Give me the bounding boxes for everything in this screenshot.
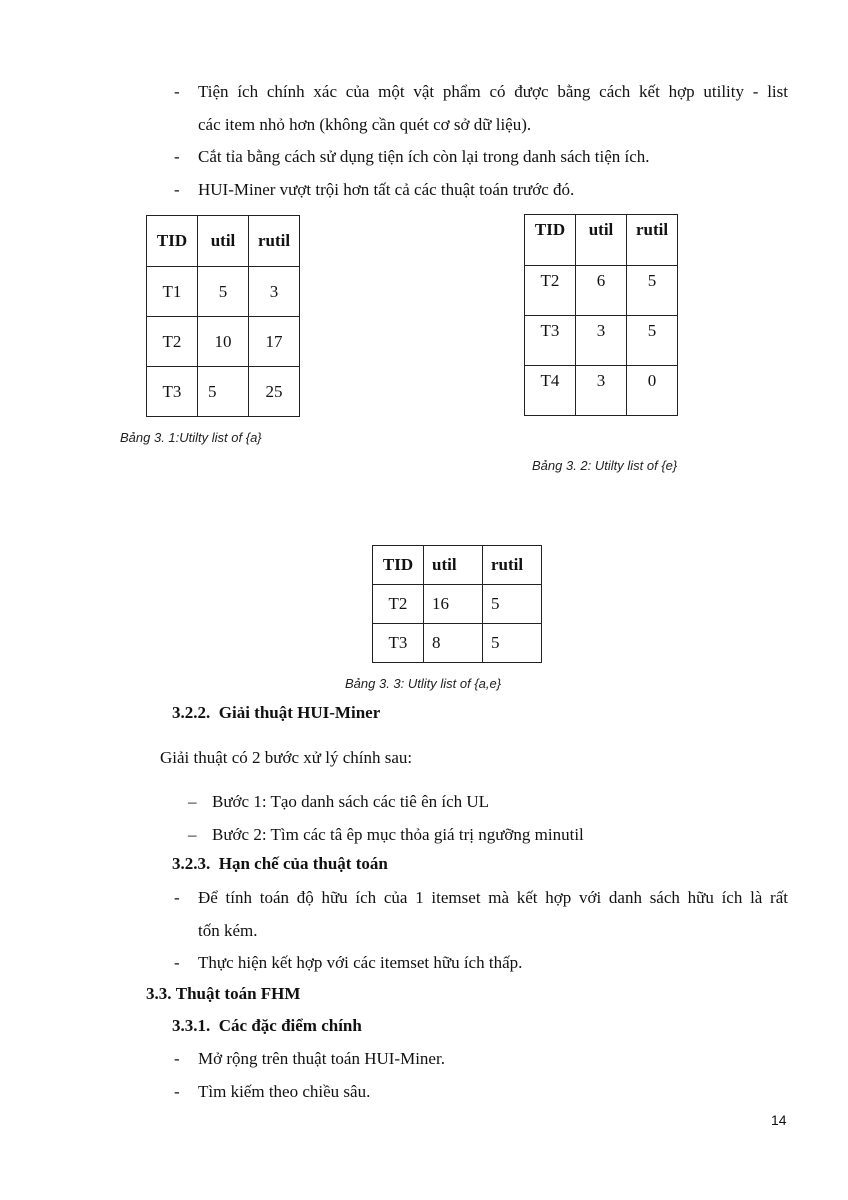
section-heading-3-3: [146, 984, 300, 1004]
section-heading-3-2-3: [172, 854, 388, 874]
table-header-cell: TID: [373, 546, 424, 585]
table-cell: T3: [373, 624, 424, 663]
table-header-cell: util: [424, 546, 483, 585]
bullet-text-3: HUI-Miner vượt trội hơn tất cả các thuật toán trước đó.: [198, 180, 575, 199]
bullet-text-2: Cắt tỉa bằng cách sử dụng tiện ích còn lại trong danh sách tiện ích.: [198, 147, 650, 166]
table-header-cell: TID: [525, 215, 576, 266]
table-header-cell: rutil: [483, 546, 542, 585]
section-title: Giải thuật HUI-Miner: [218, 703, 381, 722]
page-number: 14: [771, 1112, 787, 1128]
limitation-text-1a: Để tính toán độ hữu ích của 1 itemset mà kết hợp với danh sách hữu ích là rất: [198, 888, 788, 907]
table-cell: 5: [198, 267, 249, 317]
section-heading-3-3-1: [172, 1016, 362, 1036]
table-cell: 5: [198, 367, 249, 417]
table-cell: T2: [373, 585, 424, 624]
table-header-cell: util: [576, 215, 627, 266]
table-cell: T4: [525, 366, 576, 416]
table-header-cell: TID: [147, 216, 198, 267]
table-header-cell: util: [198, 216, 249, 267]
table-header-cell: rutil: [249, 216, 300, 267]
feature-text-2: Tìm kiếm theo chiều sâu.: [198, 1082, 371, 1101]
bullet-dash: -: [174, 888, 180, 907]
section-title: Hạn chế của thuật toán: [218, 854, 388, 873]
table-cell: 5: [627, 266, 678, 316]
table-cell: 17: [249, 317, 300, 367]
section-number: 3.2.3.: [172, 854, 211, 873]
table-caption-e: Bảng 3. 2: Utilty list of {e}: [532, 458, 678, 473]
step-dash: –: [188, 792, 197, 811]
step-2: Bước 2: Tìm các tâ êp mục thỏa giá trị ngưỡng minutil: [212, 825, 584, 844]
step-1: Bước 1: Tạo danh sách các tiê ên ích UL: [212, 792, 490, 811]
section-heading-3-2-2: [172, 703, 380, 723]
step-dash: –: [188, 825, 197, 844]
utility-list-table-a: [146, 215, 300, 417]
limitation-text-2: Thực hiện kết hợp với các itemset hữu ích thấp.: [198, 953, 523, 972]
table-cell: T3: [147, 367, 198, 417]
table-cell: T2: [147, 317, 198, 367]
table-caption-a: Bảng 3. 1:Utilty list of {a}: [120, 430, 262, 445]
section-title: Thuật toán FHM: [175, 984, 301, 1003]
table-cell: T3: [525, 316, 576, 366]
table-cell: T2: [525, 266, 576, 316]
bullet-dash: -: [174, 147, 180, 166]
table-cell: 0: [627, 366, 678, 416]
table-cell: 3: [576, 316, 627, 366]
feature-text-1: Mở rộng trên thuật toán HUI-Miner.: [198, 1049, 445, 1068]
table-cell: 10: [198, 317, 249, 367]
utility-list-table-ae: [372, 545, 542, 663]
section-number: 3.3.: [146, 984, 172, 1003]
table-cell: 6: [576, 266, 627, 316]
table-cell: 3: [576, 366, 627, 416]
section-intro: Giải thuật có 2 bước xử lý chính sau:: [160, 748, 413, 767]
section-number: 3.3.1.: [172, 1016, 211, 1035]
bullet-dash: -: [174, 1049, 180, 1068]
limitation-text-1b: tốn kém.: [198, 921, 258, 940]
table-cell: 5: [483, 624, 542, 663]
utility-list-table-e: [524, 214, 678, 416]
table-cell: 5: [627, 316, 678, 366]
table-cell: 16: [424, 585, 483, 624]
bullet-dash: -: [174, 953, 180, 972]
table-cell: 3: [249, 267, 300, 317]
table-cell: 5: [483, 585, 542, 624]
table-cell: 25: [249, 367, 300, 417]
bullet-dash: -: [174, 1082, 180, 1101]
table-caption-ae: Bảng 3. 3: Utlity list of {a,e}: [345, 676, 502, 691]
table-header-cell: rutil: [627, 215, 678, 266]
table-cell: 8: [424, 624, 483, 663]
bullet-dash: -: [174, 82, 180, 101]
bullet-dash: -: [174, 180, 180, 199]
bullet-text-1a: Tiện ích chính xác của một vật phẩm có được bằng cách kết hợp utility - list: [198, 82, 788, 101]
section-title: Các đặc điểm chính: [218, 1016, 362, 1035]
table-cell: T1: [147, 267, 198, 317]
bullet-text-1b: các item nhỏ hơn (không cần quét cơ sở dữ liệu).: [198, 115, 532, 134]
section-number: 3.2.2.: [172, 703, 211, 722]
